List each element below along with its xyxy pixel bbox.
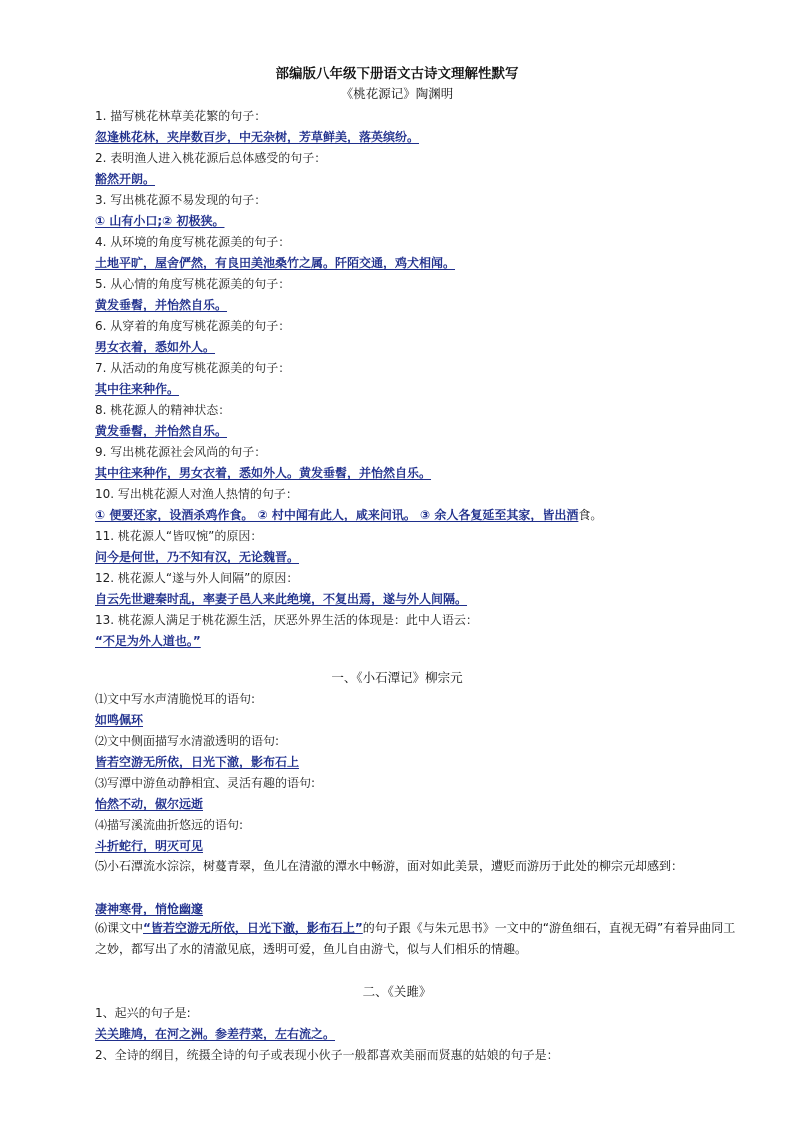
section-heading-taohuayuan: 《桃花源记》陶渊明 (340, 86, 454, 101)
xiaoshi-answer-1: 如鸣佩环 (95, 713, 144, 727)
xiaoshi-answer-5: 凄神寒骨，悄怆幽邃 (95, 902, 204, 916)
question-2: 2. 表明渔人进入桃花源后总体感受的句子： (95, 151, 327, 165)
answer-9: 其中往来种作，男女衣着，悉如外人。黄发垂髫，并怡然自乐。 (95, 466, 432, 480)
xiaoshi-q6-prefix: ⑹课文中 (95, 921, 144, 935)
section-heading-guanju: 二、《关雎》 (362, 984, 432, 999)
question-13: 13. 桃花源人满足于桃花源生活，厌恶外界生活的体现是：此中人语云： (95, 613, 478, 627)
xiaoshi-question-2: ⑵文中侧面描写水清澈透明的语句: (95, 734, 280, 748)
section-heading-xiaoshitan: 一、《小石潭记》柳宗元 (331, 670, 463, 685)
answer-3: ① 山有小口;② 初极狭。 (95, 214, 225, 228)
question-8: 8. 桃花源人的精神状态： (95, 403, 231, 417)
question-7: 7. 从活动的角度写桃花源美的句子： (95, 361, 291, 375)
answer-8: 黄发垂髫，并怡然自乐。 (95, 424, 228, 438)
xiaoshi-answer-4: 斗折蛇行，明灭可见 (95, 839, 204, 853)
question-12: 12. 桃花源人“遂与外人间隔”的原因： (95, 571, 299, 585)
xiaoshi-answer-3: 怡然不动，俶尔远逝 (95, 797, 204, 811)
xiaoshi-question-3: ⑶写潭中游鱼动静相宜、灵活有趣的语句: (95, 776, 316, 790)
answer-1: 忽逢桃花林，夹岸数百步，中无杂树，芳草鲜美，落英缤纷。 (95, 130, 420, 144)
xiaoshi-question-6 (95, 918, 745, 960)
guanju-question-2: 2、全诗的纲目，统摄全诗的句子或表现小伙子一般都喜欢美丽而贤惠的姑娘的句子是： (95, 1048, 559, 1062)
xiaoshi-q6-rest: 的句子跟《与朱元思书》一文中的“游鱼细石，直视无碍”有着异曲同工之妙，都写出了水的清澈见底，透明可爱，鱼儿自由游弋，似与人们相乐的情趣。 (95, 921, 736, 956)
xiaoshi-q6-quote: “皆若空游无所依，日光下澈，影布石上” (143, 921, 363, 935)
answer-13: “不足为外人道也。” (95, 634, 201, 648)
question-11: 11. 桃花源人“皆叹惋”的原因： (95, 529, 263, 543)
answer-11: 问今是何世，乃不知有汉，无论魏晋。 (95, 550, 300, 564)
answer-10 (95, 506, 602, 523)
answer-10-text: ① 便要还家，设酒杀鸡作食。 ② 村中闻有此人，咸来问讯。 ③ 余人各复延至其家，皆出酒 (95, 508, 579, 522)
xiaoshi-question-4: ⑷描写溪流曲折悠远的语句: (95, 818, 244, 832)
guanju-answer-1: 关关雎鸠，在河之洲。参差荇菜，左右流之。 (95, 1027, 336, 1041)
answer-2: 豁然开朗。 (95, 172, 156, 186)
question-4: 4. 从环境的角度写桃花源美的句子： (95, 235, 291, 249)
question-6: 6. 从穿着的角度写桃花源美的句子： (95, 319, 291, 333)
document-title: 部编版八年级下册语文古诗文理解性默写 (275, 66, 519, 82)
question-9: 9. 写出桃花源社会风尚的句子： (95, 445, 267, 459)
question-10: 10. 写出桃花源人对渔人热情的句子： (95, 487, 298, 501)
question-3: 3. 写出桃花源不易发现的句子： (95, 193, 267, 207)
answer-7: 其中往来种作。 (95, 382, 180, 396)
answer-12: 自云先世避秦时乱，率妻子邑人来此绝境，不复出焉，遂与外人间隔。 (95, 592, 468, 606)
guanju-question-1: 1、起兴的句子是: (95, 1006, 191, 1020)
answer-5: 黄发垂髫，并怡然自乐。 (95, 298, 228, 312)
xiaoshi-question-1: ⑴文中写水声清脆悦耳的语句: (95, 692, 256, 706)
question-5: 5. 从心情的角度写桃花源美的句子： (95, 277, 291, 291)
xiaoshi-question-5: ⑸小石潭流水淙淙，树蔓青翠，鱼儿在清澈的潭水中畅游，面对如此美景，遭贬而游历于此处的柳宗元却感到： (95, 859, 684, 873)
answer-6: 男女衣着，悉如外人。 (95, 340, 216, 354)
question-1: 1. 描写桃花林草美花繁的句子： (95, 109, 267, 123)
xiaoshi-answer-2: 皆若空游无所依，日光下澈，影布石上 (95, 755, 300, 769)
answer-4: 土地平旷，屋舍俨然，有良田美池桑竹之属。阡陌交通，鸡犬相闻。 (95, 256, 456, 270)
answer-10-tail: 食。 (578, 508, 603, 522)
